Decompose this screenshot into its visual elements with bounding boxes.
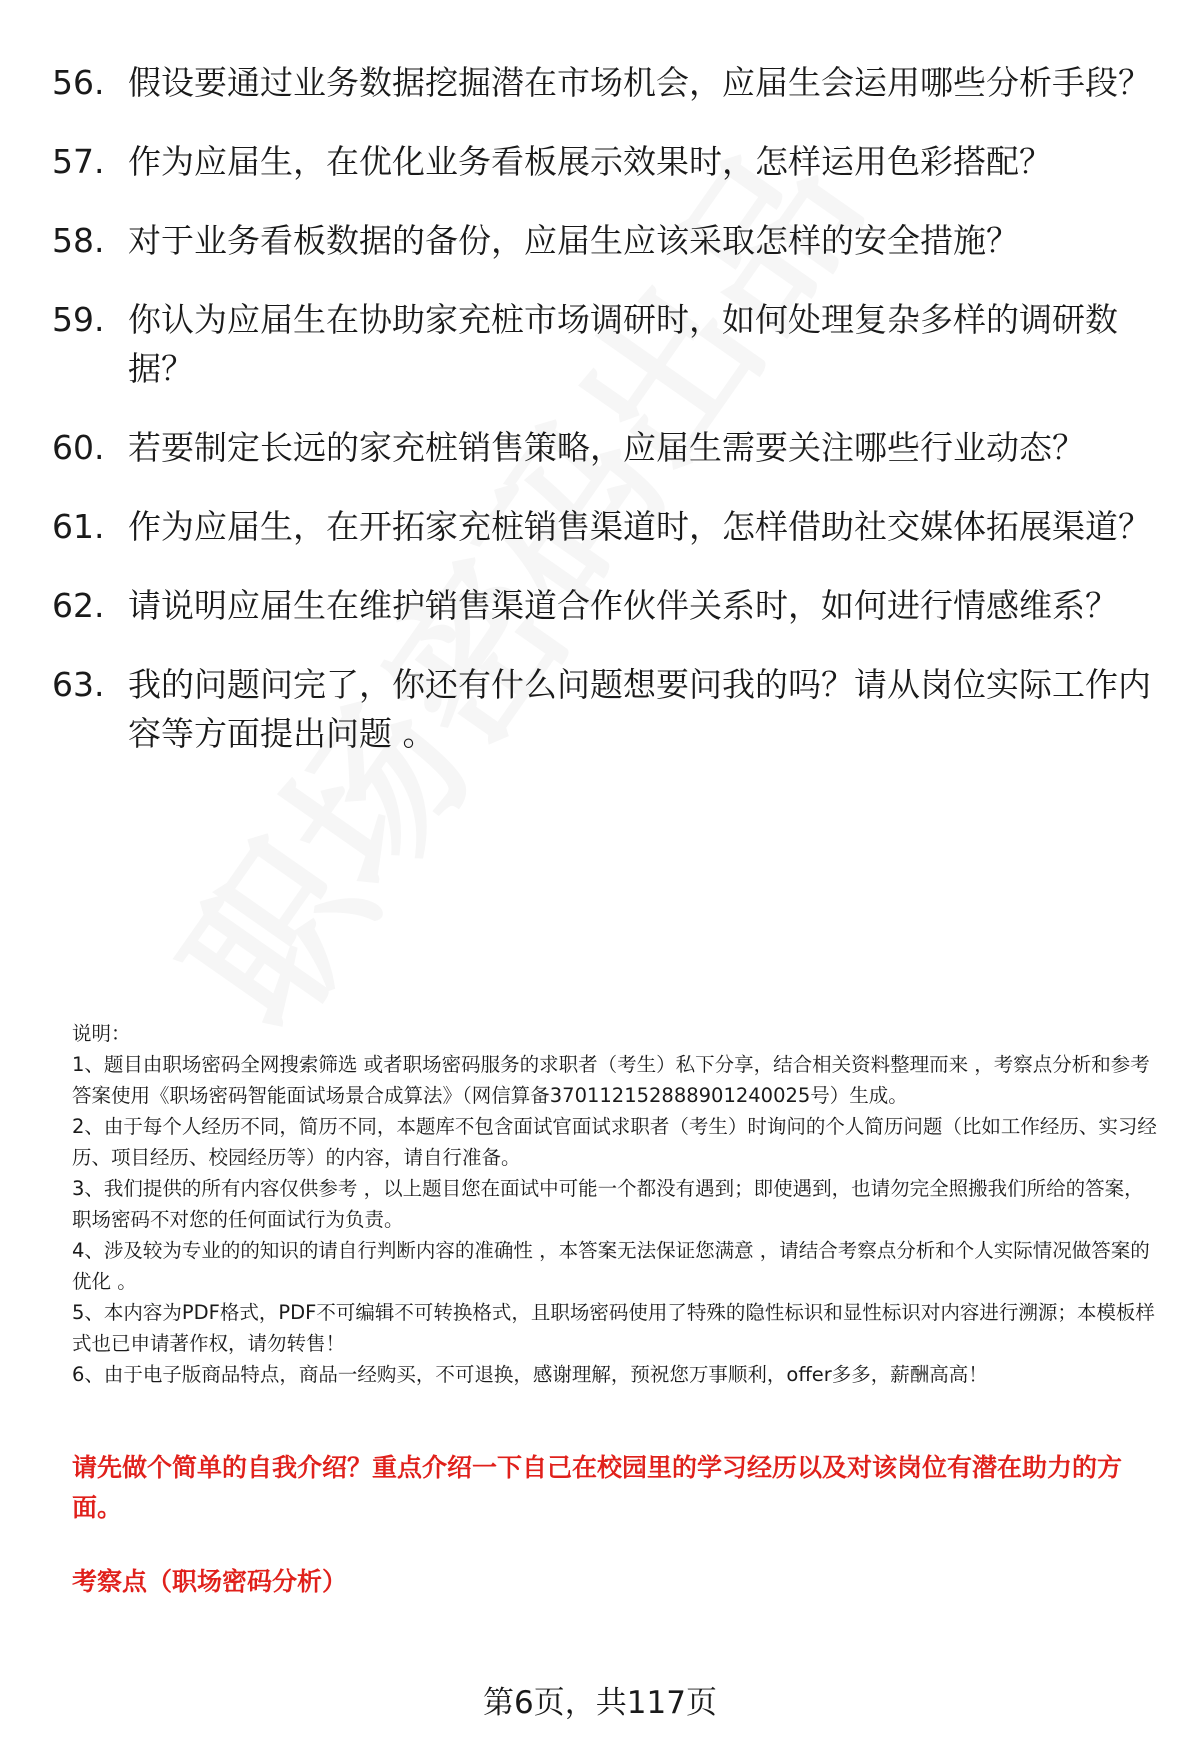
question-number: 62.: [52, 586, 105, 625]
question-list: [52, 58, 1152, 788]
page-footer: 第6页，共117页: [483, 1685, 717, 1721]
question-text: 我的问题问完了，你还有什么问题想要问我的吗？请从岗位实际工作内容等方面提出问题 。: [128, 665, 1151, 753]
question-text: 作为应届生，在开拓家充桩销售渠道时，怎样借助社交媒体拓展渠道？: [128, 507, 1151, 546]
question-text: 若要制定长远的家充桩销售策略，应届生需要关注哪些行业动态？: [128, 428, 1085, 467]
note-item: 5、本内容为PDF格式，PDF不可编辑不可转换格式，且职场密码使用了特殊的隐性标识和显性标识对内容进行溯源；本模板样式也已申请著作权，请勿转售！: [72, 1301, 1155, 1355]
question-number: 57.: [52, 142, 105, 181]
question-item: [52, 423, 1152, 472]
question-number: 58.: [52, 221, 105, 260]
question-number: 60.: [52, 428, 105, 467]
question-item: [52, 216, 1152, 265]
note-item: 1、题目由职场密码全网搜索筛选 或者职场密码服务的求职者（考生）私下分享，结合相关资料整理而来 ，考察点分析和参考答案使用《职场密码智能面试场景合成算法》（网信算备370112152888901240025号）生成。: [72, 1053, 1150, 1107]
question-item: [52, 137, 1152, 186]
notes-heading: 说明：: [72, 1022, 131, 1045]
analysis-heading: 考察点（职场密码分析）: [72, 1567, 348, 1596]
note-item: 2、由于每个人经历不同，简历不同，本题库不包含面试官面试求职者（考生）时询问的个人简历问题（比如工作经历、实习经历、项目经历、校园经历等）的内容，请自行准备。: [72, 1115, 1157, 1169]
question-number: 56.: [52, 63, 105, 102]
question-text: 作为应届生，在优化业务看板展示效果时，怎样运用色彩搭配？: [128, 142, 1052, 181]
question-item: [52, 660, 1152, 758]
question-item: [52, 502, 1152, 551]
note-item: 4、涉及较为专业的的知识的请自行判断内容的准确性 ，本答案无法保证您满意 ，请结合考察点分析和个人实际情况做答案的优化 。: [72, 1239, 1150, 1293]
question-item: [52, 581, 1152, 630]
question-text: 请说明应届生在维护销售渠道合作伙伴关系时，如何进行情感维系？: [128, 586, 1118, 625]
note-item: 6、由于电子版商品特点，商品一经购买，不可退换，感谢理解，预祝您万事顺利，offer多多，薪酬高高！: [72, 1363, 988, 1386]
question-text: 假设要通过业务数据挖掘潜在市场机会，应届生会运用哪些分析手段？: [128, 63, 1151, 102]
question-text: 你认为应届生在协助家充桩市场调研时，如何处理复杂多样的调研数据？: [128, 300, 1118, 388]
question-number: 61.: [52, 507, 105, 546]
question-item: [52, 58, 1152, 107]
question-number: 63.: [52, 665, 105, 704]
question-item: [52, 295, 1152, 393]
featured-question: 请先做个简单的自我介绍？重点介绍一下自己在校园里的学习经历以及对该岗位有潜在助力的方面。: [72, 1453, 1123, 1522]
notes-section: [72, 1018, 1157, 1390]
question-number: 59.: [52, 300, 105, 339]
note-item: 3、我们提供的所有内容仅供参考 ，以上题目您在面试中可能一个都没有遇到；即使遇到，也请勿完全照搬我们所给的答案，职场密码不对您的任何面试行为负责。: [72, 1177, 1144, 1231]
question-text: 对于业务看板数据的备份，应届生应该采取怎样的安全措施？: [128, 221, 1019, 260]
